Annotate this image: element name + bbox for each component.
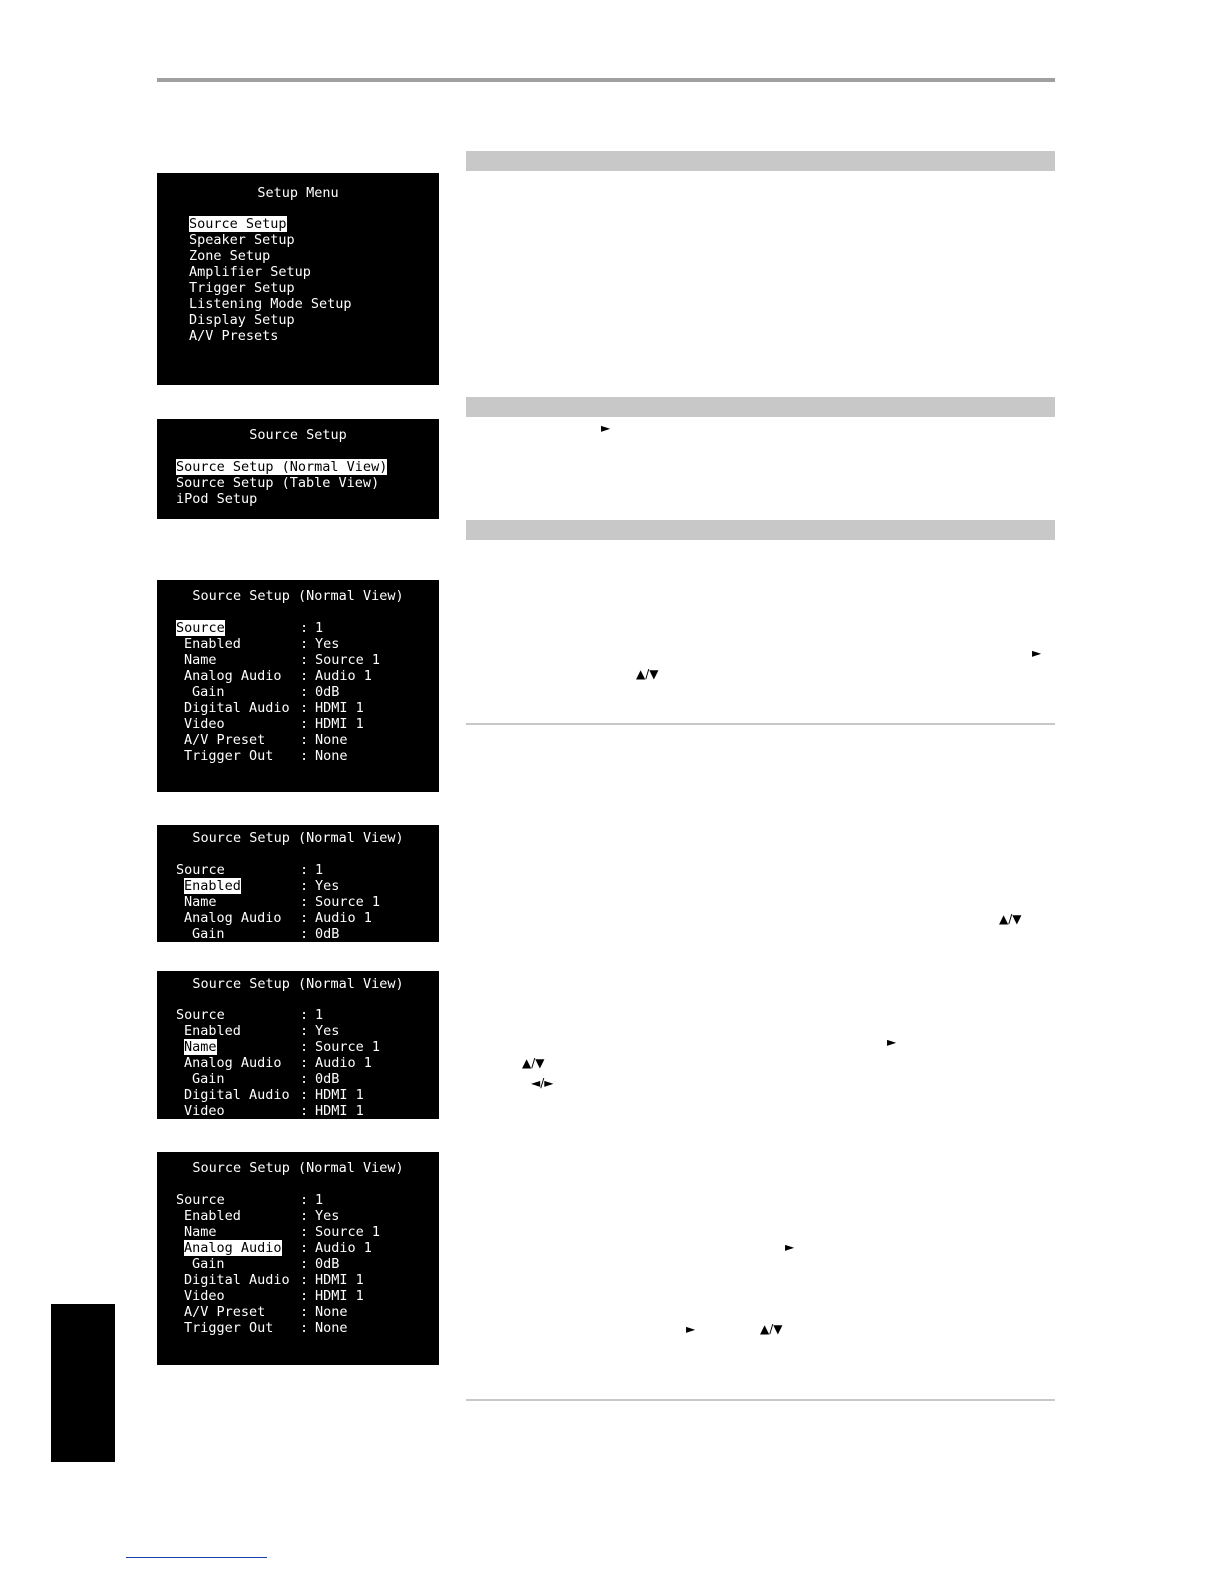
section-header-bar-2 bbox=[466, 397, 1055, 417]
row-gain[interactable]: Gain : 0dB bbox=[192, 1256, 340, 1272]
menu-item-normal-view[interactable]: Source Setup (Normal View) bbox=[176, 459, 388, 475]
row-av-preset[interactable]: A/V Preset : None bbox=[184, 1304, 348, 1320]
menu-item-ipod-setup[interactable]: iPod Setup bbox=[176, 491, 258, 507]
row-analog-audio[interactable]: Analog Audio : Audio 1 bbox=[184, 1055, 372, 1071]
right-arrow-icon: ► bbox=[601, 421, 611, 435]
right-arrow-icon: ► bbox=[1032, 646, 1042, 660]
menu-item-trigger-setup[interactable]: Trigger Setup bbox=[189, 280, 295, 296]
source-setup-screen bbox=[157, 419, 439, 519]
menu-item-amplifier-setup[interactable]: Amplifier Setup bbox=[189, 264, 311, 280]
row-name[interactable]: Name : Source 1 bbox=[184, 1039, 381, 1055]
row-name[interactable]: Name : Source 1 bbox=[184, 1224, 381, 1240]
top-rule bbox=[157, 78, 1055, 82]
osd-title: Source Setup (Normal View) bbox=[192, 830, 404, 846]
right-arrow-icon: ► bbox=[686, 1322, 696, 1336]
row-gain[interactable]: Gain : 0dB bbox=[192, 684, 340, 700]
row-analog-audio[interactable]: Analog Audio : Audio 1 bbox=[184, 910, 372, 926]
menu-item-listening-mode-setup[interactable]: Listening Mode Setup bbox=[189, 296, 352, 312]
row-trigger-out[interactable]: Trigger Out : None bbox=[184, 748, 348, 764]
menu-item-av-presets[interactable]: A/V Presets bbox=[189, 328, 279, 344]
row-source[interactable]: Source : 1 bbox=[176, 620, 324, 636]
section-header-bar-3 bbox=[466, 520, 1055, 540]
up-down-arrow-icon: ▲/▼ bbox=[522, 1056, 545, 1070]
row-trigger-out[interactable]: Trigger Out : None bbox=[184, 1320, 348, 1336]
left-right-arrow-icon: ◄/► bbox=[531, 1076, 554, 1090]
normal-view-screen-name bbox=[157, 971, 439, 1119]
section-divider-1 bbox=[466, 723, 1055, 725]
section-header-bar-1 bbox=[466, 151, 1055, 171]
row-gain[interactable]: Gain : 0dB bbox=[192, 1071, 340, 1087]
row-digital-audio[interactable]: Digital Audio : HDMI 1 bbox=[184, 700, 364, 716]
menu-item-zone-setup[interactable]: Zone Setup bbox=[189, 248, 271, 264]
normal-view-screen-enabled bbox=[157, 825, 439, 942]
row-enabled[interactable]: Enabled : Yes bbox=[184, 1208, 340, 1224]
osd-title: Source Setup bbox=[249, 427, 347, 443]
row-video[interactable]: Video : HDMI 1 bbox=[184, 1103, 364, 1119]
osd-title: Source Setup (Normal View) bbox=[192, 1160, 404, 1176]
row-video[interactable]: Video : HDMI 1 bbox=[184, 716, 364, 732]
setup-menu-screen bbox=[157, 173, 439, 385]
up-down-arrow-icon: ▲/▼ bbox=[999, 912, 1022, 926]
row-name[interactable]: Name : Source 1 bbox=[184, 894, 381, 910]
row-digital-audio[interactable]: Digital Audio : HDMI 1 bbox=[184, 1272, 364, 1288]
osd-title: Setup Menu bbox=[257, 185, 339, 201]
right-arrow-icon: ► bbox=[785, 1240, 795, 1254]
row-analog-audio[interactable]: Analog Audio : Audio 1 bbox=[184, 668, 372, 684]
row-gain[interactable]: Gain : 0dB bbox=[192, 926, 340, 942]
row-enabled[interactable]: Enabled : Yes bbox=[184, 878, 340, 894]
row-video[interactable]: Video : HDMI 1 bbox=[184, 1288, 364, 1304]
right-arrow-icon: ► bbox=[887, 1035, 897, 1049]
up-down-arrow-icon: ▲/▼ bbox=[636, 667, 659, 681]
menu-item-table-view[interactable]: Source Setup (Table View) bbox=[176, 475, 380, 491]
row-enabled[interactable]: Enabled : Yes bbox=[184, 1023, 340, 1039]
row-digital-audio[interactable]: Digital Audio : HDMI 1 bbox=[184, 1087, 364, 1103]
row-source[interactable]: Source : 1 bbox=[176, 1007, 324, 1023]
menu-item-source-setup[interactable]: Source Setup bbox=[189, 216, 287, 232]
side-tab bbox=[51, 1304, 115, 1462]
row-source[interactable]: Source : 1 bbox=[176, 1192, 324, 1208]
row-name[interactable]: Name : Source 1 bbox=[184, 652, 381, 668]
row-source[interactable]: Source : 1 bbox=[176, 862, 324, 878]
menu-item-speaker-setup[interactable]: Speaker Setup bbox=[189, 232, 295, 248]
row-enabled[interactable]: Enabled : Yes bbox=[184, 636, 340, 652]
normal-view-screen-analog-audio bbox=[157, 1152, 439, 1365]
normal-view-screen-source bbox=[157, 580, 439, 792]
footer-link-underline bbox=[126, 1557, 267, 1558]
row-av-preset[interactable]: A/V Preset : None bbox=[184, 732, 348, 748]
osd-title: Source Setup (Normal View) bbox=[192, 588, 404, 604]
section-divider-2 bbox=[466, 1399, 1055, 1401]
osd-title: Source Setup (Normal View) bbox=[192, 976, 404, 992]
up-down-arrow-icon: ▲/▼ bbox=[760, 1322, 783, 1336]
menu-item-display-setup[interactable]: Display Setup bbox=[189, 312, 295, 328]
row-analog-audio[interactable]: Analog Audio : Audio 1 bbox=[184, 1240, 372, 1256]
